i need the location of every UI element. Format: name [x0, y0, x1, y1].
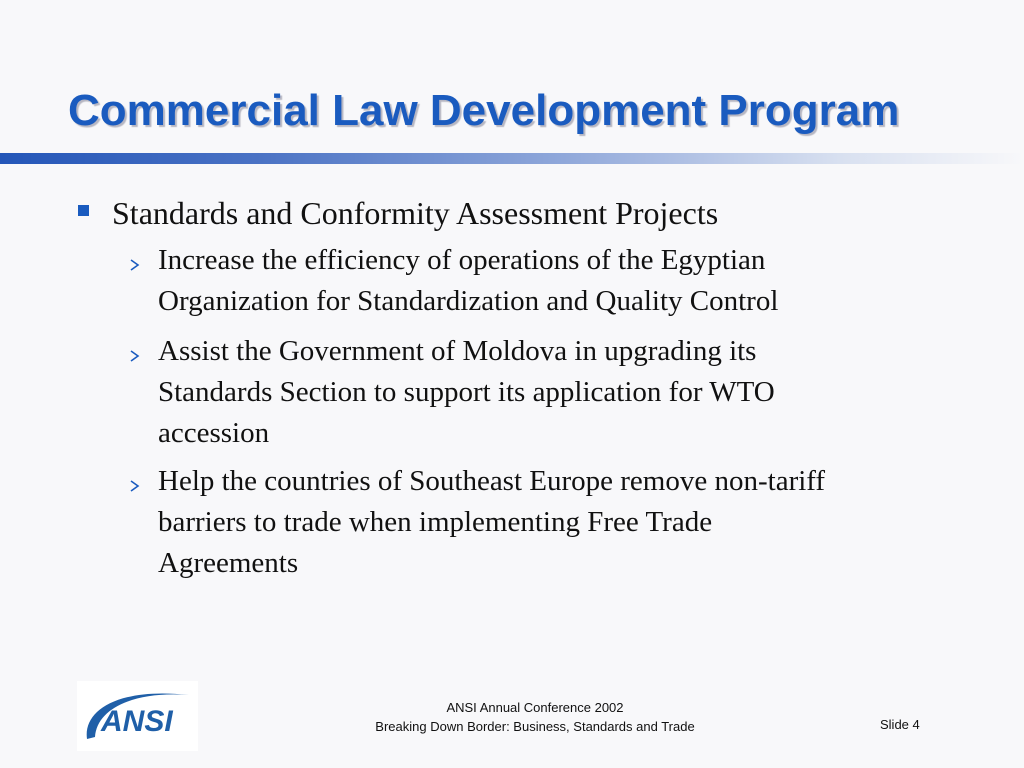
square-bullet-icon — [78, 205, 89, 216]
sub-bullet-item — [158, 331, 958, 454]
slide-title: Commercial Law Development Program — [68, 86, 900, 135]
sub-bullet-line: Standards Section to support its application for WTO — [158, 376, 775, 408]
title-divider — [0, 153, 1024, 164]
chevron-bullet-icon — [128, 349, 142, 363]
footer — [320, 698, 750, 736]
chevron-bullet-icon — [128, 258, 142, 272]
sub-bullet-line: Organization for Standardization and Quality Control — [158, 285, 779, 317]
ansi-logo — [77, 681, 198, 751]
bullet-item: Standards and Conformity Assessment Projects — [112, 195, 719, 231]
sub-bullet-line: Help the countries of Southeast Europe remove non-tariff — [158, 465, 826, 497]
logo-text: ANSI — [101, 705, 173, 738]
sub-bullet-line: Agreements — [158, 547, 299, 579]
chevron-bullet-icon — [128, 479, 142, 493]
sub-bullet-line: Increase the efficiency of operations of the Egyptian — [158, 244, 766, 276]
footer-conference: ANSI Annual Conference 2002 — [446, 700, 624, 715]
sub-bullet-line: barriers to trade when implementing Free Trade — [158, 506, 713, 538]
sub-bullet-item — [158, 461, 958, 584]
slide-number: Slide 4 — [880, 717, 920, 732]
footer-subtitle: Breaking Down Border: Business, Standards and Trade — [375, 719, 695, 734]
sub-bullet-line: accession — [158, 417, 270, 449]
sub-bullet-item — [158, 240, 958, 322]
sub-bullet-line: Assist the Government of Moldova in upgrading its — [158, 335, 757, 367]
